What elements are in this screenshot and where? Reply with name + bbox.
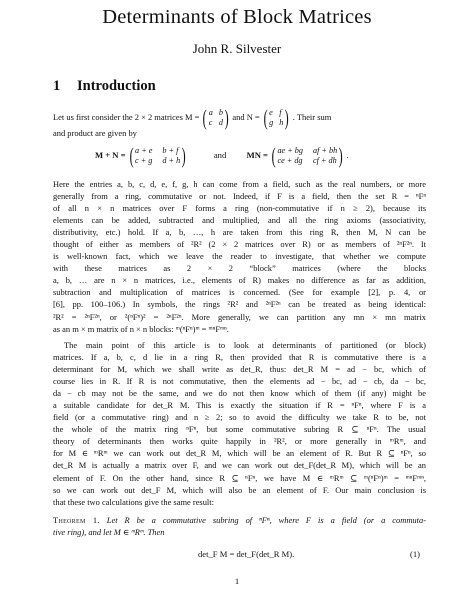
paragraph-2: Here the entries a, b, c, d, e, f, g, h can come from a field, such as the real numbers, or more generally from a ring, commutative or not. Indeed, if F is a field, then the set R = ⁿFⁿ of all n × n matrices over F forms a ring (non-commutative if n ≥ 2), because its elements can be added, subtracted and multiplied, and all the ring axioms (associativity, distributivity, etc.) hold. If a, b, …, h are taken from this ring R, then M, N can be thought of either as members of ²R² (2 × 2 matrices over R) or as members of ²ⁿF²ⁿ. It is well-known fact, which we leave the reader to investigate, that whether we compute with these matrices as 2 × 2 “block” matrices (where the blocks a, b, … are n × n matrices, i.e., elements of R) makes no difference as far as addition, subtraction and multiplication of matrices is concerned. (See for example [2], p. 4, or [6], pp. 100–106.) In symbols, the rings ²R² and ²ⁿF²ⁿ can be treated as being identical: ²R² = ²ⁿF²ⁿ, or ²(ⁿFⁿ)² = ²ⁿF²ⁿ. More generally, we can partition any mn × mn matrix as an m × m matrix of n × n blocks: ᵐ(ⁿFⁿ)ᵐ = ᵐⁿFᵐⁿ. bbox=[53, 179, 426, 334]
matrix-m: ( a b c d ) bbox=[203, 105, 229, 130]
para1-line1 bbox=[53, 105, 332, 130]
theorem-equation: det_F M = det_F(det_R M). bbox=[198, 549, 295, 559]
para1-text-mid: and N = bbox=[232, 111, 260, 122]
para1-line2: and product are given by bbox=[53, 128, 137, 138]
theorem-1: Theorem 1. Let R be a commutative subring of ⁿFⁿ, where F is a field (or a commuta- tive ring), and let M ∈ ᵐRᵐ. Then bbox=[53, 515, 427, 537]
product-matrix: ( ae + bg af + bh ce + dg cf + dh ) bbox=[271, 143, 343, 168]
page-number: 1 bbox=[234, 576, 240, 586]
para1-text-tail: . Their sum bbox=[292, 111, 332, 122]
sum-lhs: M + N = bbox=[95, 149, 126, 160]
sum-product-equation: M + N = ( a + e b + f c + g d + h ) and MN = ( ae + bg af + bh ce + dg cf + dh ) . bbox=[95, 143, 349, 168]
and-word: and bbox=[213, 149, 227, 160]
matrix-n: ( e f g h ) bbox=[263, 105, 289, 130]
section-number: 1 bbox=[53, 78, 61, 94]
theorem-label: Theorem 1. bbox=[53, 515, 100, 525]
sum-matrix: ( a + e b + f c + g d + h ) bbox=[129, 143, 186, 168]
product-lhs: MN = bbox=[246, 149, 268, 160]
para1-text-start: Let us first consider the 2 × 2 matrices M = bbox=[53, 111, 200, 122]
equation-number: (1) bbox=[410, 549, 421, 559]
paragraph-3: The main point of this article is to look at determinants of partitioned (or block) matrices. If a, b, c, d lie in a ring R, then provided that R is commutative there is a determinant for M, which we shall write as det_R, thus: det_R M = ad − bc, which of course lies in R. If R is not commutative, then the elements ad − bc, ad − cb, da − bc, da − cb may not be the same, and we do not then know which of them (if any) might be a suitable candidate for det_R M. This is exactly the situation if R = ⁿFⁿ, where F is a field (or a commutative ring) and n ≥ 2; so to avoid the difficulty we take R to be, not the whole of the matrix ring ⁿFⁿ, but some commutative subring R ⊆ ⁿFⁿ. The usual theory of determinants then works quite happily in ²R², or more generally in ᵐRᵐ, and for M ∈ ᵐRᵐ we can work out det_R M, which will be an element of R. But R ⊆ ⁿFⁿ, so det_R M is actually a matrix over F, and we can work out det_F(det_R M), which will be an element of F. On the other hand, since R ⊆ ⁿFⁿ, we have M ∈ ᵐRᵐ ⊆ ᵐ(ⁿFⁿ)ᵐ = ᵐⁿFᵐⁿ, so we can work out det_F M, which will also be an element of F. Our main conclusion is that these two calculations give the same result: bbox=[53, 340, 426, 507]
section-heading bbox=[53, 78, 156, 95]
author-name: John R. Silvester bbox=[192, 41, 282, 56]
section-title: Introduction bbox=[77, 78, 156, 94]
paper-title: Determinants of Block Matrices bbox=[102, 6, 372, 28]
